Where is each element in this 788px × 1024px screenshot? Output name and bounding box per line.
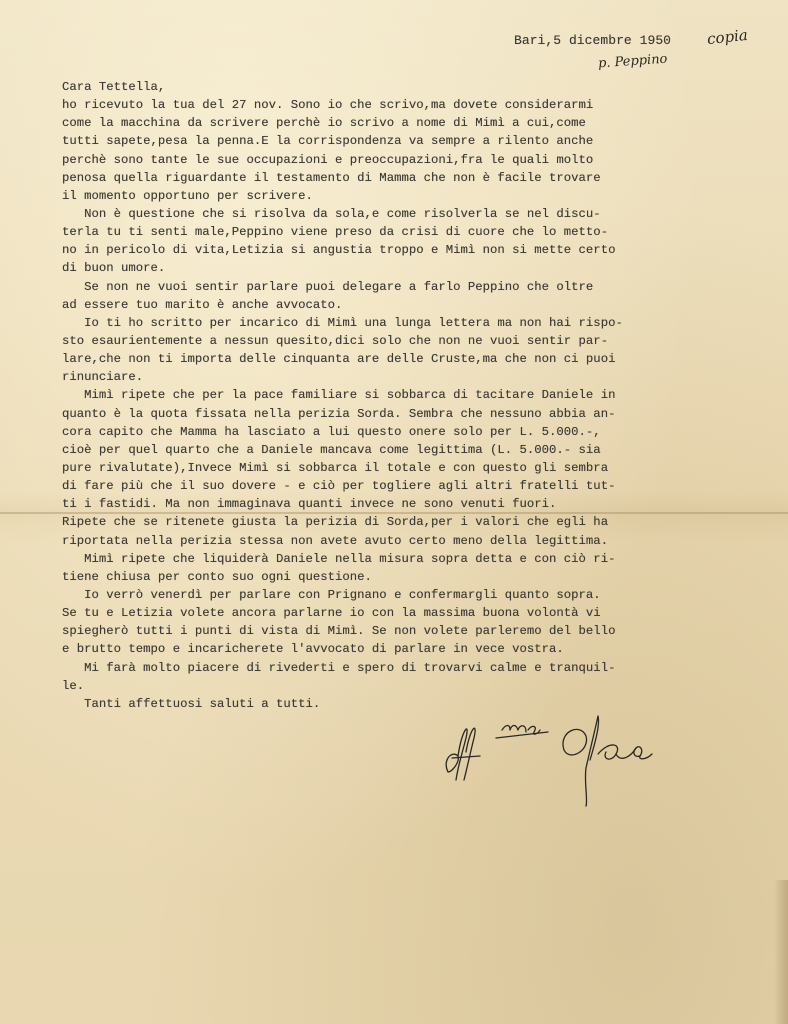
body-line: tutti sapete,pesa la penna.E la corrispondenza va sempre a rilento anche <box>62 134 594 149</box>
body-line: ho ricevuto la tua del 27 nov. Sono io che scrivo,ma dovete considerarmi <box>62 98 594 113</box>
body-line: Se non ne vuoi sentir parlare puoi delegare a farlo Peppino che oltre <box>62 279 594 294</box>
letter-date: Bari,5 dicembre 1950 <box>514 33 672 48</box>
body-line: tiene chiusa per conto suo ogni questione. <box>62 569 372 584</box>
body-line: Io verrò venerdì per parlare con Prignano e confermargli quanto sopra. <box>62 587 601 602</box>
handwritten-note-peppino: p. Peppino <box>597 51 668 72</box>
body-line: Non è questione che si risolva da sola,e come risolverla se nel discu- <box>62 206 601 221</box>
letter-body <box>62 78 782 713</box>
body-line: ad essere tuo marito è anche avvocato. <box>62 297 343 312</box>
body-line: Mi farà molto piacere di rivederti e spero di trovarvi calme e tranquil- <box>62 660 616 675</box>
body-line: Io ti ho scritto per incarico di Mimì una lunga lettera ma non hai rispo- <box>62 315 623 330</box>
body-line: no in pericolo di vita,Letizia si angustia troppo e Mimì non si mette certo <box>62 243 616 258</box>
body-line: di fare più che il suo dovere - e ciò per togliere agli altri fratelli tut- <box>62 479 616 494</box>
body-line: il momento opportuno per scrivere. <box>62 188 313 203</box>
handwritten-note-copia: copia <box>706 25 749 49</box>
paper-edge-shadow <box>774 880 788 1024</box>
body-line: spiegherò tutti i punti di vista di Mimì. Se non volete parleremo del bello <box>62 624 616 639</box>
body-line: sto esaurientemente a nessun quesito,dici solo che non ne vuoi sentir par- <box>62 333 609 348</box>
body-line: cioè per quel quarto che a Daniele mancava come legittima (L. 5.000.- sia <box>62 442 601 457</box>
body-line: e brutto tempo e incaricherete l'avvocato di parlare in vece vostra. <box>62 642 564 657</box>
body-line: lare,che non ti importa delle cinquanta are delle Cruste,ma che non ci puoi <box>62 352 616 367</box>
body-line: ti i fastidi. Ma non immaginava quanti invece ne sono venuti fuori. <box>62 497 557 512</box>
body-line: riportata nella perizia stessa non avete avuto certo meno della legittima. <box>62 533 609 548</box>
salutation: Cara Tettella, <box>62 80 166 94</box>
body-line: come la macchina da scrivere perchè io scrivo a nome di Mimì a cui,come <box>62 116 586 131</box>
body-line: penosa quella riguardante il testamento di Mamma che non è facile trovare <box>62 170 601 185</box>
body-line: cora capito che Mamma ha lasciato a lui questo onere solo per L. 5.000.-, <box>62 424 601 439</box>
body-line: terla tu ti senti male,Peppino viene preso da crisi di cuore che lo metto- <box>62 225 609 240</box>
body-line: Se tu e Letizia volete ancora parlarne io con la massima buona volontà vi <box>62 606 601 621</box>
body-line: le. <box>62 678 85 693</box>
body-line: di buon umore. <box>62 261 166 276</box>
body-line: Mimì ripete che per la pace familiare si sobbarca di tacitare Daniele in <box>62 388 616 403</box>
body-line: rinunciare. <box>62 370 144 385</box>
body-line: Ripete che se ritenete giusta la perizia di Sorda,per i valori che egli ha <box>62 515 609 530</box>
body-line: Mimì ripete che liquiderà Daniele nella misura sopra detta e con ciò ri- <box>62 551 616 566</box>
body-line: perchè sono tante le sue occupazioni e preoccupazioni,fra le quali molto <box>62 152 594 167</box>
closing-line: Tanti affettuosi saluti a tutti. <box>62 696 321 711</box>
handwritten-signature <box>440 710 670 810</box>
body-line: pure rivalutate),Invece Mimì si sobbarca il totale e con questo gli sembra <box>62 460 609 475</box>
body-line: quanto è la quota fissata nella perizia Sorda. Sembra che nessuno abbia an- <box>62 406 616 421</box>
